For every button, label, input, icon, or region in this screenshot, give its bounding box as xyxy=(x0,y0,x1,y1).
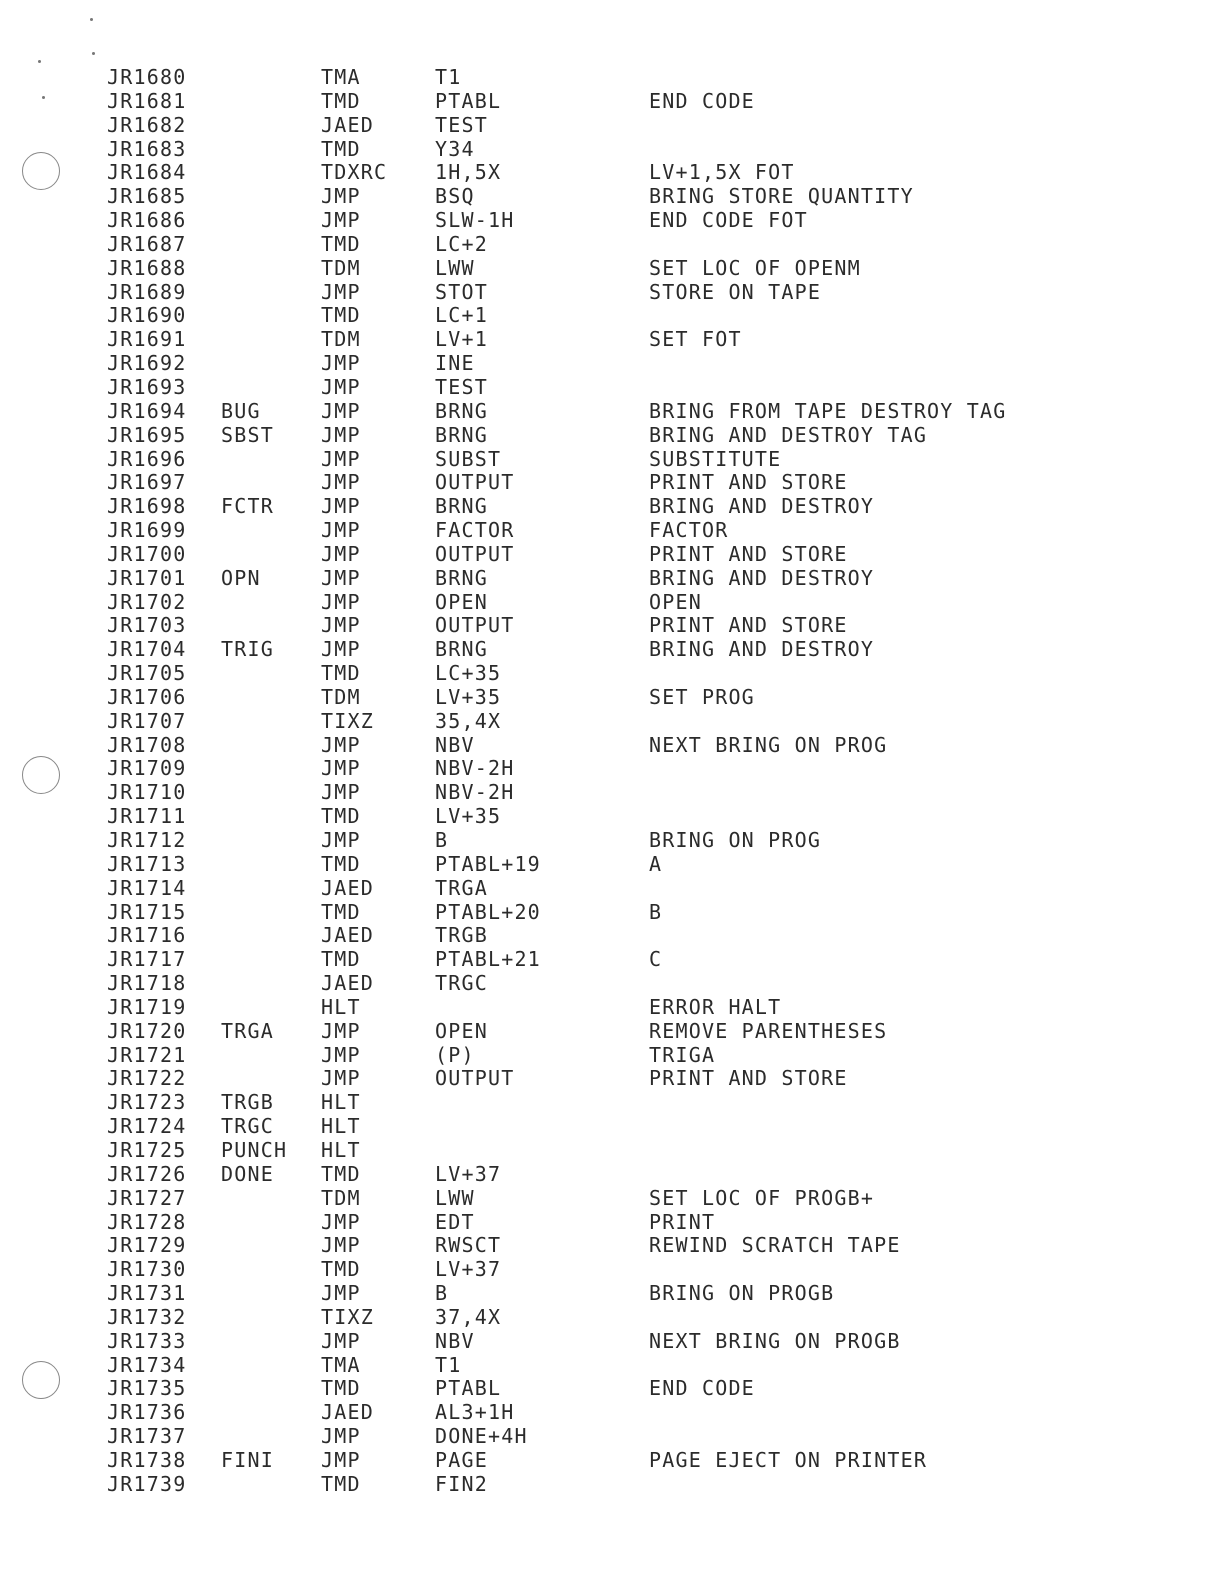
operand-field: LV+35 xyxy=(435,804,502,829)
opcode-field: TMD xyxy=(321,1471,361,1496)
opcode-field: TIXZ xyxy=(321,1304,374,1329)
opcode-field: HLT xyxy=(321,1137,361,1162)
sequence-number: JR1706 xyxy=(107,684,187,709)
comment-field: BRING AND DESTROY TAG xyxy=(649,422,928,447)
listing-line xyxy=(107,471,1147,495)
sequence-number: JR1692 xyxy=(107,351,187,376)
opcode-field: JMP xyxy=(321,1281,361,1306)
operand-field: (P) xyxy=(435,1042,475,1067)
operand-field: INE xyxy=(435,351,475,376)
operand-field: EDT xyxy=(435,1209,475,1234)
sequence-number: JR1701 xyxy=(107,565,187,590)
listing-line xyxy=(107,185,1147,209)
label-field: SBST xyxy=(221,422,274,447)
listing-line xyxy=(107,1139,1147,1163)
sequence-number: JR1733 xyxy=(107,1328,187,1353)
comment-field: SET FOT xyxy=(649,327,742,352)
opcode-field: JMP xyxy=(321,398,361,423)
operand-field: LV+37 xyxy=(435,1257,502,1282)
opcode-field: JMP xyxy=(321,518,361,543)
opcode-field: TMD xyxy=(321,661,361,686)
sequence-number: JR1723 xyxy=(107,1090,187,1115)
comment-field: LV+1,5X FOT xyxy=(649,160,795,185)
operand-field: OPEN xyxy=(435,589,488,614)
sequence-number: JR1695 xyxy=(107,422,187,447)
comment-field: NEXT BRING ON PROGB xyxy=(649,1328,901,1353)
opcode-field: TDM xyxy=(321,1185,361,1210)
sequence-number: JR1694 xyxy=(107,398,187,423)
operand-field: BRNG xyxy=(435,398,488,423)
comment-field: END CODE FOT xyxy=(649,208,808,233)
listing-line xyxy=(107,757,1147,781)
sequence-number: JR1688 xyxy=(107,255,187,280)
listing-line xyxy=(107,1354,1147,1378)
sequence-number: JR1702 xyxy=(107,589,187,614)
opcode-field: JMP xyxy=(321,1447,361,1472)
operand-field: FACTOR xyxy=(435,518,515,543)
opcode-field: JMP xyxy=(321,184,361,209)
sequence-number: JR1687 xyxy=(107,231,187,256)
sequence-number: JR1681 xyxy=(107,88,187,113)
listing-line xyxy=(107,829,1147,853)
opcode-field: HLT xyxy=(321,1114,361,1139)
listing-line xyxy=(107,853,1147,877)
listing-line xyxy=(107,948,1147,972)
comment-field: BRING ON PROGB xyxy=(649,1281,835,1306)
listing-line xyxy=(107,1377,1147,1401)
operand-field: LWW xyxy=(435,1185,475,1210)
binder-hole xyxy=(22,152,60,190)
comment-field: FACTOR xyxy=(649,518,729,543)
sequence-number: JR1710 xyxy=(107,780,187,805)
operand-field: BSQ xyxy=(435,184,475,209)
scan-speck xyxy=(38,60,41,63)
opcode-field: JMP xyxy=(321,470,361,495)
sequence-number: JR1726 xyxy=(107,1161,187,1186)
sequence-number: JR1727 xyxy=(107,1185,187,1210)
operand-field: AL3+1H xyxy=(435,1400,515,1425)
comment-field: TRIGA xyxy=(649,1042,716,1067)
opcode-field: TMD xyxy=(321,804,361,829)
comment-field: STORE ON TAPE xyxy=(649,279,822,304)
opcode-field: HLT xyxy=(321,1090,361,1115)
listing-line xyxy=(107,495,1147,519)
listing-line xyxy=(107,1449,1147,1473)
operand-field: OUTPUT xyxy=(435,541,515,566)
listing-line xyxy=(107,996,1147,1020)
listing-line xyxy=(107,662,1147,686)
opcode-field: JMP xyxy=(321,613,361,638)
listing-line xyxy=(107,161,1147,185)
listing-line xyxy=(107,877,1147,901)
sequence-number: JR1698 xyxy=(107,494,187,519)
listing-line xyxy=(107,1163,1147,1187)
listing-line xyxy=(107,1211,1147,1235)
comment-field: BRING AND DESTROY xyxy=(649,637,875,662)
comment-field: BRING AND DESTROY xyxy=(649,565,875,590)
sequence-number: JR1718 xyxy=(107,971,187,996)
listing-line xyxy=(107,781,1147,805)
operand-field: OUTPUT xyxy=(435,613,515,638)
operand-field: OUTPUT xyxy=(435,1066,515,1091)
listing-line xyxy=(107,90,1147,114)
listing-line xyxy=(107,924,1147,948)
operand-field: FIN2 xyxy=(435,1471,488,1496)
comment-field: SUBSTITUTE xyxy=(649,446,782,471)
listing-line xyxy=(107,591,1147,615)
comment-field: C xyxy=(649,947,663,972)
operand-field: LWW xyxy=(435,255,475,280)
operand-field: NBV xyxy=(435,1328,475,1353)
sequence-number: JR1680 xyxy=(107,65,187,89)
listing-line xyxy=(107,400,1147,424)
binder-hole xyxy=(22,756,60,794)
operand-field: BRNG xyxy=(435,494,488,519)
operand-field: STOT xyxy=(435,279,488,304)
sequence-number: JR1711 xyxy=(107,804,187,829)
listing-line xyxy=(107,519,1147,543)
operand-field: NBV-2H xyxy=(435,780,515,805)
operand-field: TEST xyxy=(435,374,488,399)
opcode-field: TDXRC xyxy=(321,160,388,185)
listing-line xyxy=(107,138,1147,162)
listing-line xyxy=(107,638,1147,662)
sequence-number: JR1685 xyxy=(107,184,187,209)
opcode-field: JMP xyxy=(321,446,361,471)
scan-speck xyxy=(90,18,93,21)
listing-line xyxy=(107,1425,1147,1449)
comment-field: B xyxy=(649,899,663,924)
opcode-field: JMP xyxy=(321,565,361,590)
listing-line xyxy=(107,424,1147,448)
sequence-number: JR1730 xyxy=(107,1257,187,1282)
opcode-field: JAED xyxy=(321,971,374,996)
opcode-field: JMP xyxy=(321,374,361,399)
sequence-number: JR1737 xyxy=(107,1424,187,1449)
listing-line xyxy=(107,901,1147,925)
comment-field: REMOVE PARENTHESES xyxy=(649,1018,888,1043)
label-field: BUG xyxy=(221,398,261,423)
listing-line xyxy=(107,734,1147,758)
opcode-field: JMP xyxy=(321,279,361,304)
opcode-field: JMP xyxy=(321,1066,361,1091)
sequence-number: JR1729 xyxy=(107,1233,187,1258)
opcode-field: JMP xyxy=(321,1424,361,1449)
sequence-number: JR1693 xyxy=(107,374,187,399)
opcode-field: TMD xyxy=(321,851,361,876)
opcode-field: JMP xyxy=(321,1233,361,1258)
operand-field: LV+35 xyxy=(435,684,502,709)
operand-field: B xyxy=(435,1281,449,1306)
sequence-number: JR1691 xyxy=(107,327,187,352)
opcode-field: JAED xyxy=(321,112,374,137)
sequence-number: JR1683 xyxy=(107,136,187,161)
comment-field: A xyxy=(649,851,663,876)
operand-field: BRNG xyxy=(435,422,488,447)
opcode-field: TMA xyxy=(321,65,361,89)
sequence-number: JR1715 xyxy=(107,899,187,924)
listing-line xyxy=(107,1306,1147,1330)
opcode-field: HLT xyxy=(321,994,361,1019)
comment-field: END CODE xyxy=(649,1376,755,1401)
operand-field: NBV xyxy=(435,732,475,757)
operand-field: PTABL xyxy=(435,1376,502,1401)
listing-line xyxy=(107,1282,1147,1306)
opcode-field: JMP xyxy=(321,208,361,233)
sequence-number: JR1704 xyxy=(107,637,187,662)
sequence-number: JR1732 xyxy=(107,1304,187,1329)
listing-line xyxy=(107,1473,1147,1497)
listing-line xyxy=(107,1401,1147,1425)
opcode-field: JMP xyxy=(321,351,361,376)
opcode-field: TMD xyxy=(321,88,361,113)
label-field: DONE xyxy=(221,1161,274,1186)
label-field: TRGA xyxy=(221,1018,274,1043)
opcode-field: JMP xyxy=(321,828,361,852)
sequence-number: JR1699 xyxy=(107,518,187,543)
comment-field: ERROR HALT xyxy=(649,994,782,1019)
listing-line xyxy=(107,1020,1147,1044)
sequence-number: JR1721 xyxy=(107,1042,187,1067)
sequence-number: JR1705 xyxy=(107,661,187,686)
comment-field: SET LOC OF PROGB+ xyxy=(649,1185,875,1210)
opcode-field: TMA xyxy=(321,1352,361,1377)
sequence-number: JR1734 xyxy=(107,1352,187,1377)
label-field: FCTR xyxy=(221,494,274,519)
label-field: TRIG xyxy=(221,637,274,662)
listing-line xyxy=(107,1234,1147,1258)
opcode-field: JMP xyxy=(321,422,361,447)
label-field: TRGB xyxy=(221,1090,274,1115)
operand-field: OPEN xyxy=(435,1018,488,1043)
comment-field: REWIND SCRATCH TAPE xyxy=(649,1233,901,1258)
label-field: PUNCH xyxy=(221,1137,288,1162)
operand-field: LC+2 xyxy=(435,231,488,256)
operand-field: B xyxy=(435,828,449,852)
opcode-field: TMD xyxy=(321,303,361,328)
operand-field: PTABL+20 xyxy=(435,899,541,924)
opcode-field: TMD xyxy=(321,1161,361,1186)
comment-field: BRING AND DESTROY xyxy=(649,494,875,519)
listing-line xyxy=(107,1258,1147,1282)
comment-field: PRINT AND STORE xyxy=(649,470,848,495)
comment-field: PAGE EJECT ON PRINTER xyxy=(649,1447,928,1472)
operand-field: TEST xyxy=(435,112,488,137)
scan-speck xyxy=(92,52,95,55)
opcode-field: JMP xyxy=(321,1042,361,1067)
operand-field: OUTPUT xyxy=(435,470,515,495)
comment-field: SET LOC OF OPENM xyxy=(649,255,861,280)
binder-hole xyxy=(22,1361,60,1399)
listing-line xyxy=(107,710,1147,734)
listing-line xyxy=(107,304,1147,328)
sequence-number: JR1712 xyxy=(107,828,187,852)
label-field: TRGC xyxy=(221,1114,274,1139)
assembly-listing xyxy=(107,66,1147,1497)
opcode-field: TMD xyxy=(321,1257,361,1282)
comment-field: PRINT AND STORE xyxy=(649,541,848,566)
opcode-field: JMP xyxy=(321,494,361,519)
operand-field: PTABL+21 xyxy=(435,947,541,972)
listing-line xyxy=(107,972,1147,996)
opcode-field: TDM xyxy=(321,255,361,280)
listing-line xyxy=(107,1330,1147,1354)
opcode-field: TMD xyxy=(321,136,361,161)
opcode-field: JAED xyxy=(321,1400,374,1425)
sequence-number: JR1724 xyxy=(107,1114,187,1139)
opcode-field: JMP xyxy=(321,1209,361,1234)
opcode-field: JMP xyxy=(321,1328,361,1353)
sequence-number: JR1722 xyxy=(107,1066,187,1091)
opcode-field: TDM xyxy=(321,327,361,352)
opcode-field: JMP xyxy=(321,637,361,662)
sequence-number: JR1720 xyxy=(107,1018,187,1043)
listing-line xyxy=(107,686,1147,710)
sequence-number: JR1700 xyxy=(107,541,187,566)
operand-field: DONE+4H xyxy=(435,1424,528,1449)
scan-speck xyxy=(42,96,45,99)
comment-field: PRINT AND STORE xyxy=(649,1066,848,1091)
comment-field: SET PROG xyxy=(649,684,755,709)
label-field: FINI xyxy=(221,1447,274,1472)
sequence-number: JR1728 xyxy=(107,1209,187,1234)
operand-field: PTABL+19 xyxy=(435,851,541,876)
operand-field: RWSCT xyxy=(435,1233,502,1258)
listing-line xyxy=(107,567,1147,591)
listing-line xyxy=(107,1067,1147,1091)
sequence-number: JR1739 xyxy=(107,1471,187,1496)
sequence-number: JR1684 xyxy=(107,160,187,185)
listing-line xyxy=(107,233,1147,257)
comment-field: BRING STORE QUANTITY xyxy=(649,184,914,209)
sequence-number: JR1697 xyxy=(107,470,187,495)
listing-line xyxy=(107,281,1147,305)
sequence-number: JR1719 xyxy=(107,994,187,1019)
sequence-number: JR1703 xyxy=(107,613,187,638)
listing-line xyxy=(107,1187,1147,1211)
listing-line xyxy=(107,209,1147,233)
sequence-number: JR1714 xyxy=(107,875,187,900)
sequence-number: JR1707 xyxy=(107,708,187,733)
sequence-number: JR1717 xyxy=(107,947,187,972)
opcode-field: TMD xyxy=(321,1376,361,1401)
opcode-field: JMP xyxy=(321,756,361,781)
comment-field: END CODE xyxy=(649,88,755,113)
opcode-field: JMP xyxy=(321,732,361,757)
listing-line xyxy=(107,328,1147,352)
operand-field: 37,4X xyxy=(435,1304,502,1329)
opcode-field: JMP xyxy=(321,1018,361,1043)
sequence-number: JR1738 xyxy=(107,1447,187,1472)
sequence-number: JR1725 xyxy=(107,1137,187,1162)
operand-field: SLW-1H xyxy=(435,208,515,233)
comment-field: PRINT AND STORE xyxy=(649,613,848,638)
operand-field: Y34 xyxy=(435,136,475,161)
sequence-number: JR1709 xyxy=(107,756,187,781)
operand-field: LV+37 xyxy=(435,1161,502,1186)
opcode-field: JMP xyxy=(321,780,361,805)
operand-field: TRGB xyxy=(435,923,488,948)
opcode-field: TDM xyxy=(321,684,361,709)
listing-line xyxy=(107,376,1147,400)
sequence-number: JR1713 xyxy=(107,851,187,876)
operand-field: NBV-2H xyxy=(435,756,515,781)
sequence-number: JR1708 xyxy=(107,732,187,757)
listing-line xyxy=(107,448,1147,472)
opcode-field: JAED xyxy=(321,923,374,948)
operand-field: LC+1 xyxy=(435,303,488,328)
operand-field: T1 xyxy=(435,65,462,89)
listing-line xyxy=(107,1091,1147,1115)
listing-line xyxy=(107,1044,1147,1068)
sequence-number: JR1735 xyxy=(107,1376,187,1401)
sequence-number: JR1716 xyxy=(107,923,187,948)
opcode-field: TMD xyxy=(321,231,361,256)
comment-field: OPEN xyxy=(649,589,702,614)
sequence-number: JR1731 xyxy=(107,1281,187,1306)
operand-field: LC+35 xyxy=(435,661,502,686)
operand-field: T1 xyxy=(435,1352,462,1377)
listing-line xyxy=(107,1115,1147,1139)
listing-line xyxy=(107,614,1147,638)
operand-field: BRNG xyxy=(435,637,488,662)
opcode-field: TIXZ xyxy=(321,708,374,733)
operand-field: PAGE xyxy=(435,1447,488,1472)
opcode-field: JMP xyxy=(321,541,361,566)
comment-field: BRING FROM TAPE DESTROY TAG xyxy=(649,398,1007,423)
opcode-field: TMD xyxy=(321,899,361,924)
comment-field: PRINT xyxy=(649,1209,716,1234)
opcode-field: TMD xyxy=(321,947,361,972)
listing-line xyxy=(107,352,1147,376)
operand-field: PTABL xyxy=(435,88,502,113)
sequence-number: JR1690 xyxy=(107,303,187,328)
operand-field: LV+1 xyxy=(435,327,488,352)
listing-line xyxy=(107,805,1147,829)
operand-field: SUBST xyxy=(435,446,502,471)
operand-field: TRGC xyxy=(435,971,488,996)
operand-field: TRGA xyxy=(435,875,488,900)
sequence-number: JR1686 xyxy=(107,208,187,233)
label-field: OPN xyxy=(221,565,261,590)
listing-line xyxy=(107,543,1147,567)
sequence-number: JR1689 xyxy=(107,279,187,304)
opcode-field: JAED xyxy=(321,875,374,900)
comment-field: BRING ON PROG xyxy=(649,828,822,852)
sequence-number: JR1682 xyxy=(107,112,187,137)
listing-line xyxy=(107,114,1147,138)
sequence-number: JR1736 xyxy=(107,1400,187,1425)
operand-field: BRNG xyxy=(435,565,488,590)
sequence-number: JR1696 xyxy=(107,446,187,471)
comment-field: NEXT BRING ON PROG xyxy=(649,732,888,757)
listing-line xyxy=(107,257,1147,281)
opcode-field: JMP xyxy=(321,589,361,614)
operand-field: 35,4X xyxy=(435,708,502,733)
operand-field: 1H,5X xyxy=(435,160,502,185)
listing-line xyxy=(107,66,1147,90)
